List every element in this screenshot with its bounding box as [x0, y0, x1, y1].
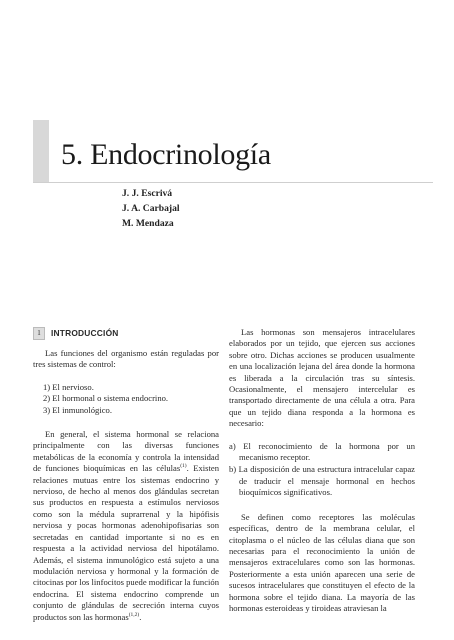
paragraph-text: . [139, 611, 142, 622]
section-number: 1 [33, 327, 45, 340]
requirements-list [229, 441, 415, 499]
title-accent-bar [33, 120, 49, 182]
list-item: 3) El inmunológico. [43, 404, 112, 415]
list-item: 1) El nervioso. [43, 381, 94, 392]
section-title: INTRODUCCIÓN [51, 327, 119, 338]
right-column [229, 327, 415, 625]
list-item: a) El reconocimiento de la hormona por un mecanismo receptor. [229, 440, 415, 463]
left-column [33, 327, 219, 634]
author-1: J. J. Escrivá [122, 188, 173, 199]
title-divider [33, 182, 433, 183]
reference-marker: (1,2) [128, 611, 140, 618]
section-heading [33, 327, 219, 340]
list-item: 2) El hormonal o sistema endocrino. [43, 393, 169, 404]
paragraph-text: . Existen relaciones mutuas entre los sistemas endocrino y nervioso, de hecho al menos dos glándulas secretan sus productos en respuesta a estímulos nerviosos como son la médula suprarrenal y la hipófisis nerviosa y pocas hormonas adenohipofisarias son secretadas en cantidad importante si no es en respuesta a la actividad nerviosa del hipotálamo. Además, el sistema inmunológico está sujeto a una modulación nerviosa y hormonal y la formación de citocinas por los linfocitos puede modificar la función endocrina. El sistema endocrino comprende un conjunto de glándulas de secreción interna cuyos productos son las hormonas [33, 463, 219, 622]
control-systems-list [33, 382, 219, 416]
list-item: b) La disposición de una estructura intracelular capaz de traducir el mensaje hormonal en hechos bioquímicos significativos. [229, 464, 415, 498]
chapter-title: 5. Endocrinología [61, 138, 271, 171]
paragraph-text: En general, el sistema hormonal se relaciona principalmente con las diversas funciones metabólicas de la economía y controla la intensidad de funciones bioquímicas en las células [33, 429, 219, 474]
author-2: J. A. Carbajal [122, 203, 180, 214]
reference-marker: (1) [180, 463, 187, 470]
body-paragraph: Las hormonas son mensajeros intracelulares elaborados por un tejido, que ejercen sus acciones sobre otro. Dichas acciones se producen usualmente en una localización lejana del área donde la hormona es liberada a la circulación tras su síntesis. Ocasionalmente, el mensajero intercelular es transportado directamente de una célula a otra. Para que un tejido diana responda a la hormona es necesario: [229, 327, 415, 429]
author-3: M. Mendaza [122, 218, 174, 229]
intro-paragraph: Las funciones del organismo están reguladas por tres sistemas de control: [33, 348, 219, 370]
body-paragraph [33, 429, 219, 623]
body-paragraph: Se definen como receptores las moléculas específicas, dentro de la membrana celular, el citoplasma o el núcleo de las células diana que son necesarias para el reconocimiento la unión de mensajeros extracelulares como son las hormonas. Posteriormente a esta unión aparecen una serie de sucesos intracelulares que constituyen el efecto de la hormona sobre el tejido diana. La mayoría de las hormonas esteroideas y tiroideas atraviesan la [229, 511, 415, 613]
author-list [122, 186, 180, 231]
